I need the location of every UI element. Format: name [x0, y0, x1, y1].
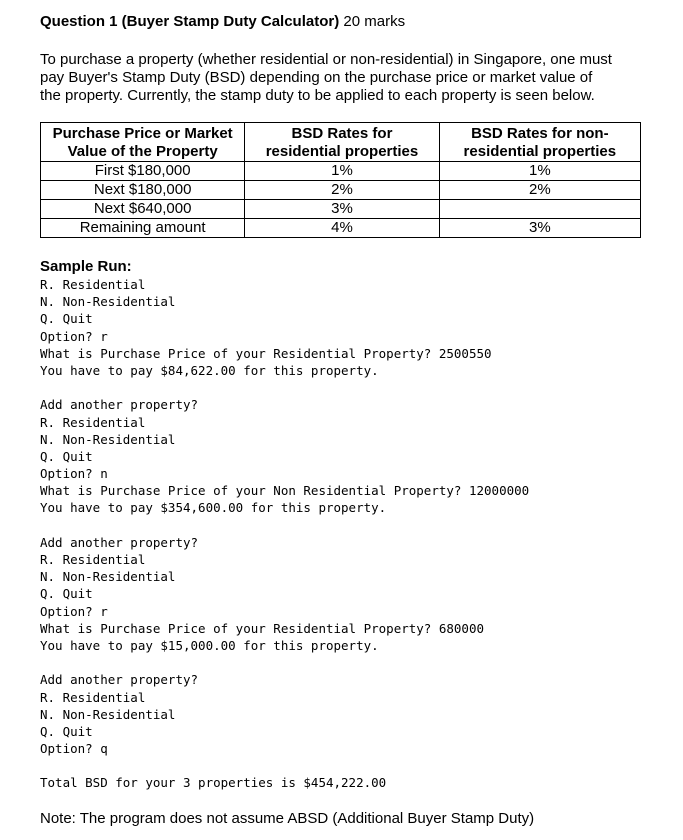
console-line [40, 757, 529, 774]
console-line: R. Residential [40, 689, 146, 705]
header-residential-rates [245, 123, 439, 162]
sample-run-heading: Sample Run: [40, 258, 132, 275]
console-line: N. Non-Residential [40, 431, 176, 447]
table-cell: 1% [439, 162, 640, 181]
table-cell: 3% [439, 219, 640, 238]
table-cell: 1% [245, 162, 439, 181]
console-line: N. Non-Residential [40, 294, 176, 310]
table-cell: First $180,000 [41, 162, 245, 181]
console-line: Total BSD for your 3 properties is $454,222.00 [40, 775, 387, 791]
console-line: Q. Quit [40, 311, 93, 327]
sample-run-console [40, 276, 529, 792]
header-line: residential properties [463, 143, 617, 160]
console-line: N. Non-Residential [40, 706, 176, 722]
table-cell: Remaining amount [41, 219, 245, 238]
header-line: Value of the Property [67, 143, 218, 160]
console-line [40, 517, 529, 534]
intro-paragraph [40, 51, 650, 105]
console-line: R. Residential [40, 552, 146, 567]
header-line: residential properties [265, 143, 419, 160]
bsd-rates-table [40, 122, 641, 238]
console-line: Option? n [40, 466, 108, 482]
console-line: What is Purchase Price of your Non Residential Property? 12000000 [40, 483, 530, 499]
table-header-row [41, 123, 641, 162]
console-line: You have to pay $354,600.00 for this property. [40, 500, 387, 516]
question-title [40, 12, 405, 32]
intro-line: To purchase a property (whether residential or non-residential) in Singapore, one must [40, 51, 612, 68]
intro-line: pay Buyer's Stamp Duty (BSD) depending on the purchase price or market value of [40, 69, 593, 86]
console-line: What is Purchase Price of your Residential Property? 2500550 [40, 345, 492, 361]
table-cell: 2% [245, 181, 439, 200]
console-line [40, 379, 529, 396]
console-line: Q. Quit [40, 448, 93, 464]
console-line: Q. Quit [40, 723, 93, 739]
header-line: Purchase Price or Market [52, 125, 233, 142]
console-line: N. Non-Residential [40, 569, 176, 585]
console-line [40, 654, 529, 671]
question-marks: 20 marks [339, 13, 406, 30]
console-line: R. Residential [40, 414, 146, 430]
console-line: What is Purchase Price of your Residential Property? 680000 [40, 620, 485, 636]
table-cell: 4% [245, 219, 439, 238]
table-row [41, 200, 641, 219]
console-line: Q. Quit [40, 586, 93, 602]
console-line: You have to pay $15,000.00 for this property. [40, 637, 379, 653]
console-line: You have to pay $84,622.00 for this property. [40, 362, 379, 378]
header-non-residential-rates [439, 123, 640, 162]
console-line: R. Residential [40, 277, 146, 292]
table-cell [439, 200, 640, 219]
table-cell: Next $180,000 [41, 181, 245, 200]
console-line: Option? r [40, 603, 108, 619]
intro-line: the property. Currently, the stamp duty to be applied to each property is seen below. [40, 87, 595, 104]
table-cell: 2% [439, 181, 640, 200]
console-line: Option? r [40, 328, 108, 344]
header-line: BSD Rates for [291, 125, 393, 142]
console-line: Add another property? [40, 534, 199, 550]
table-row [41, 181, 641, 200]
table-cell: Next $640,000 [41, 200, 245, 219]
question-title-bold: Question 1 (Buyer Stamp Duty Calculator) [40, 13, 340, 30]
table-row [41, 162, 641, 181]
table-row [41, 219, 641, 238]
console-line: Option? q [40, 741, 108, 757]
console-line: Add another property? [40, 672, 199, 688]
header-line: BSD Rates for non- [471, 125, 609, 142]
console-line: Add another property? [40, 397, 199, 413]
table-cell: 3% [245, 200, 439, 219]
header-purchase-price [41, 123, 245, 162]
note-text: Note: The program does not assume ABSD (Additional Buyer Stamp Duty) [40, 810, 535, 827]
